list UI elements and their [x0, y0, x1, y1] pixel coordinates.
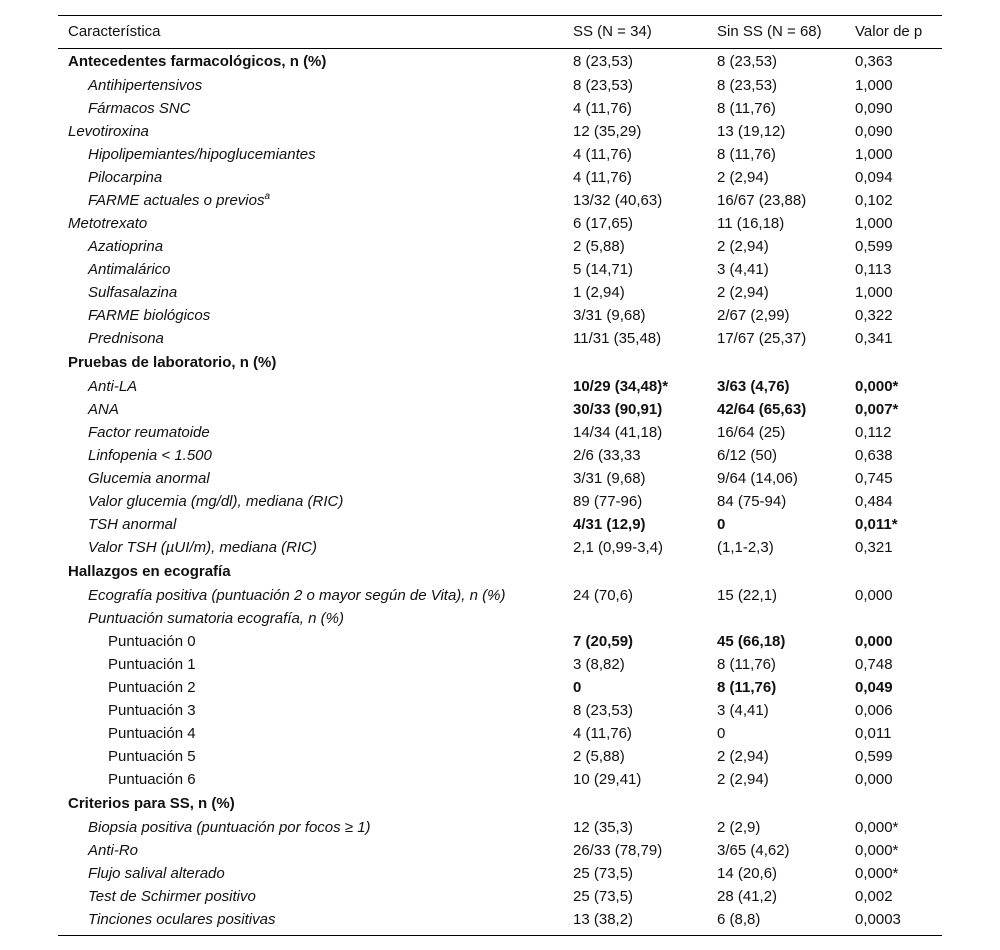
table-row — [58, 120, 942, 143]
ss-value: 4 (11,76) — [573, 725, 632, 742]
table-row — [58, 653, 942, 676]
sin-ss-value: 13 (19,12) — [717, 123, 786, 140]
table-row — [58, 143, 942, 166]
ss-value: 8 (23,53) — [573, 77, 634, 94]
row-label-text: Tinciones oculares positivas — [88, 911, 276, 928]
sin-ss-value: 45 (66,18) — [717, 633, 786, 650]
row-label-text: Valor glucemia (mg/dl), mediana (RIC) — [88, 493, 344, 510]
row-label — [68, 350, 276, 375]
table-row — [58, 722, 942, 745]
row-label — [88, 74, 202, 97]
sin-ss-value: 16/64 (25) — [717, 424, 786, 441]
p-value: 1,000 — [855, 146, 893, 163]
ss-value: 3 (8,82) — [573, 656, 625, 673]
p-value: 0,000* — [855, 842, 899, 859]
ss-value: 3/31 (9,68) — [573, 307, 646, 324]
table-row — [58, 74, 942, 97]
sin-ss-value: 3 (4,41) — [717, 702, 769, 719]
ss-value: 4 (11,76) — [573, 146, 632, 163]
sin-ss-value: 6/12 (50) — [717, 447, 778, 464]
table-row — [58, 745, 942, 768]
p-value: 0,0003 — [855, 911, 901, 928]
p-value: 0,000 — [855, 771, 893, 788]
p-value: 0,484 — [855, 493, 893, 510]
table-row — [58, 885, 942, 908]
row-label-text: Biopsia positiva (puntuación por focos ≥ 1) — [88, 819, 371, 836]
row-label — [108, 630, 196, 653]
row-label — [88, 536, 317, 559]
table-row — [58, 839, 942, 862]
table-row — [58, 444, 942, 467]
ss-value: 25 (73,5) — [573, 888, 634, 905]
row-label-text: ANA — [88, 401, 119, 418]
sin-ss-value: 14 (20,6) — [717, 865, 778, 882]
row-label — [88, 862, 225, 885]
ss-value: 10/29 (34,48)* — [573, 378, 669, 395]
p-value: 0,006 — [855, 702, 893, 719]
p-value: 0,745 — [855, 470, 893, 487]
section-row — [58, 350, 942, 375]
row-label-text: Puntuación 4 — [108, 725, 196, 742]
ss-value: 2,1 (0,99-3,4) — [573, 539, 664, 556]
p-value: 0,341 — [855, 330, 893, 347]
table-row — [58, 676, 942, 699]
row-label — [88, 908, 275, 931]
table-row — [58, 327, 942, 350]
table-row — [58, 166, 942, 189]
table-row — [58, 699, 942, 722]
row-label-text: Levotiroxina — [68, 123, 149, 140]
p-value: 0,000 — [855, 633, 893, 650]
row-label-text: Flujo salival alterado — [88, 865, 225, 882]
table-row — [58, 862, 942, 885]
row-label-text: Test de Schirmer positivo — [88, 888, 256, 905]
p-value: 0,322 — [855, 307, 893, 324]
table-row — [58, 421, 942, 444]
sin-ss-value: 15 (22,1) — [717, 587, 778, 604]
sin-ss-value: 2 (2,94) — [717, 748, 769, 765]
sin-ss-value: 3 (4,41) — [717, 261, 769, 278]
p-value: 0,000 — [855, 587, 893, 604]
row-label — [88, 816, 371, 839]
table-row — [58, 607, 942, 630]
table-row — [58, 304, 942, 327]
table-row — [58, 816, 942, 839]
table-row — [58, 281, 942, 304]
row-label-text: Anti-Ro — [88, 842, 139, 859]
row-label — [88, 513, 176, 536]
sin-ss-value: 8 (11,76) — [717, 679, 777, 696]
p-value: 0,102 — [855, 192, 893, 209]
row-label — [68, 559, 231, 584]
sin-ss-value: 2 (2,94) — [717, 169, 769, 186]
row-label — [68, 120, 149, 143]
p-value: 0,321 — [855, 539, 893, 556]
ss-value: 12 (35,29) — [573, 123, 642, 140]
table-row — [58, 768, 942, 791]
row-label-text: Sulfasalazina — [88, 284, 178, 301]
row-label — [88, 444, 212, 467]
sin-ss-value: 9/64 (14,06) — [717, 470, 798, 487]
row-label — [68, 791, 235, 816]
ss-value: 7 (20,59) — [573, 633, 634, 650]
row-label — [88, 375, 137, 398]
sin-ss-value: 8 (23,53) — [717, 77, 778, 94]
row-label-text: Antecedentes farmacológicos, n (%) — [68, 53, 327, 70]
sin-ss-value: 0 — [717, 725, 726, 742]
ss-value: 14/34 (41,18) — [573, 424, 663, 441]
sin-ss-value: 2/67 (2,99) — [717, 307, 790, 324]
data-table — [58, 15, 942, 936]
row-label — [88, 97, 191, 120]
ss-value: 10 (29,41) — [573, 771, 642, 788]
row-label-text: FARME actuales o previos — [88, 192, 265, 209]
p-value: 0,000* — [855, 865, 899, 882]
ss-value: 1 (2,94) — [573, 284, 625, 301]
row-label-text: Prednisona — [88, 330, 164, 347]
sin-ss-value: 17/67 (25,37) — [717, 330, 807, 347]
sin-ss-value: 8 (11,76) — [717, 146, 776, 163]
p-value: 0,090 — [855, 100, 893, 117]
ss-value: 25 (73,5) — [573, 865, 634, 882]
table-row — [58, 513, 942, 536]
sin-ss-value: 2 (2,94) — [717, 771, 769, 788]
row-label — [88, 398, 119, 421]
ss-value: 4 (11,76) — [573, 169, 632, 186]
ss-value: 30/33 (90,91) — [573, 401, 663, 418]
row-label — [88, 421, 210, 444]
p-value: 1,000 — [855, 284, 893, 301]
row-label-text: Azatioprina — [88, 238, 164, 255]
row-label-text: Puntuación 6 — [108, 771, 196, 788]
p-value: 0,011 — [855, 725, 892, 742]
p-value: 0,049 — [855, 679, 893, 696]
sin-ss-value: 11 (16,18) — [717, 215, 785, 232]
row-label — [68, 49, 326, 74]
sin-ss-value: 2 (2,9) — [717, 819, 761, 836]
row-label — [108, 722, 196, 745]
row-label-text: Pilocarpina — [88, 169, 163, 186]
header-sin-ss: Sin SS (N = 68) — [717, 23, 822, 40]
ss-value: 13/32 (40,63) — [573, 192, 663, 209]
table-row — [58, 97, 942, 120]
sin-ss-value: (1,1-2,3) — [717, 539, 774, 556]
table-bottom-rule — [58, 935, 942, 936]
row-label-text: Antihipertensivos — [88, 77, 203, 94]
p-value: 0,094 — [855, 169, 893, 186]
row-label — [88, 235, 163, 258]
ss-value: 13 (38,2) — [573, 911, 634, 928]
section-row — [58, 559, 942, 584]
table-row — [58, 258, 942, 281]
p-value: 0,599 — [855, 238, 893, 255]
row-label-text: Linfopenia < 1.500 — [88, 447, 212, 464]
ss-value: 8 (23,53) — [573, 702, 634, 719]
row-label-text: Puntuación 0 — [108, 633, 196, 650]
row-label — [108, 745, 196, 768]
p-value: 0,113 — [855, 261, 892, 278]
row-label-text: Valor TSH (µUI/m), mediana (RIC) — [88, 539, 317, 556]
sin-ss-value: 3/65 (4,62) — [717, 842, 790, 859]
table-row — [58, 584, 942, 607]
p-value: 0,011* — [855, 516, 898, 533]
p-value: 0,007* — [855, 401, 899, 418]
sin-ss-value: 84 (75-94) — [717, 493, 787, 510]
p-value: 0,638 — [855, 447, 893, 464]
row-label-text: Puntuación sumatoria ecografía, n (%) — [88, 610, 344, 627]
row-label-text: Metotrexato — [68, 215, 148, 232]
sin-ss-value: 2 (2,94) — [717, 284, 769, 301]
row-label-text: Criterios para SS, n (%) — [68, 795, 235, 812]
row-label-text: Puntuación 3 — [108, 702, 196, 719]
row-label-text: Anti-LA — [88, 378, 138, 395]
p-value: 0,000* — [855, 819, 899, 836]
p-value: 0,090 — [855, 123, 893, 140]
ss-value: 3/31 (9,68) — [573, 470, 646, 487]
ss-value: 0 — [573, 679, 582, 696]
row-label-text: Puntuación 5 — [108, 748, 196, 765]
row-label — [88, 584, 505, 607]
row-label — [108, 768, 196, 791]
table-row — [58, 490, 942, 513]
footnote-marker: a — [264, 191, 271, 202]
row-label — [88, 189, 270, 212]
ss-value: 2/6 (33,33 — [573, 447, 641, 464]
p-value: 0,599 — [855, 748, 893, 765]
row-label-text: Pruebas de laboratorio, n (%) — [68, 354, 277, 371]
sin-ss-value: 3/63 (4,76) — [717, 378, 790, 395]
sin-ss-value: 8 (23,53) — [717, 53, 778, 70]
table-row — [58, 630, 942, 653]
row-label — [88, 304, 210, 327]
row-label-text: Antimalárico — [88, 261, 171, 278]
row-label — [88, 327, 164, 350]
row-label — [88, 839, 138, 862]
row-label — [108, 653, 196, 676]
sin-ss-value: 0 — [717, 516, 726, 533]
ss-value: 24 (70,6) — [573, 587, 634, 604]
p-value: 0,112 — [855, 424, 892, 441]
sin-ss-value: 28 (41,2) — [717, 888, 778, 905]
ss-value: 11/31 (35,48) — [573, 330, 662, 347]
ss-value: 6 (17,65) — [573, 215, 634, 232]
row-label — [108, 676, 196, 699]
sin-ss-value: 42/64 (65,63) — [717, 401, 807, 418]
ss-value: 5 (14,71) — [573, 261, 634, 278]
row-label — [68, 212, 147, 235]
table-row — [58, 908, 942, 931]
row-label — [88, 258, 171, 281]
row-label-text: Ecografía positiva (puntuación 2 o mayor según de Vita), n (%) — [88, 587, 506, 604]
sin-ss-value: 8 (11,76) — [717, 100, 776, 117]
p-value: 0,000* — [855, 378, 899, 395]
table-row — [58, 235, 942, 258]
table-row — [58, 398, 942, 421]
row-label — [88, 467, 210, 490]
header-characteristic: Característica — [68, 23, 161, 40]
sin-ss-value: 8 (11,76) — [717, 656, 776, 673]
ss-value: 2 (5,88) — [573, 748, 625, 765]
table-row — [58, 375, 942, 398]
table-row — [58, 212, 942, 235]
row-label — [88, 143, 316, 166]
row-label-text: TSH anormal — [88, 516, 177, 533]
table-body — [58, 49, 942, 931]
row-label — [88, 490, 343, 513]
row-label-text: Hallazgos en ecografía — [68, 563, 231, 580]
row-label — [88, 281, 177, 304]
row-label — [88, 166, 162, 189]
sin-ss-value: 2 (2,94) — [717, 238, 769, 255]
ss-value: 89 (77-96) — [573, 493, 643, 510]
row-label — [88, 607, 344, 630]
row-label-text: Hipolipemiantes/hipoglucemiantes — [88, 146, 316, 163]
ss-value: 4 (11,76) — [573, 100, 632, 117]
sin-ss-value: 16/67 (23,88) — [717, 192, 807, 209]
sin-ss-value: 6 (8,8) — [717, 911, 761, 928]
row-label-text: Puntuación 1 — [108, 656, 196, 673]
header-p-value: Valor de p — [855, 23, 923, 40]
ss-value: 26/33 (78,79) — [573, 842, 663, 859]
row-label-text: FARME biológicos — [88, 307, 211, 324]
row-label-text: Fármacos SNC — [88, 100, 191, 117]
row-label-text: Puntuación 2 — [108, 679, 196, 696]
row-label — [88, 885, 256, 908]
table-header — [58, 15, 942, 49]
p-value: 1,000 — [855, 77, 893, 94]
p-value: 0,748 — [855, 656, 893, 673]
p-value: 1,000 — [855, 215, 893, 232]
table-row — [58, 536, 942, 559]
row-label — [108, 699, 196, 722]
table-row — [58, 467, 942, 490]
ss-value: 2 (5,88) — [573, 238, 625, 255]
p-value: 0,363 — [855, 53, 893, 70]
table-row — [58, 189, 942, 212]
header-ss: SS (N = 34) — [573, 23, 652, 40]
ss-value: 12 (35,3) — [573, 819, 634, 836]
p-value: 0,002 — [855, 888, 893, 905]
section-row — [58, 49, 942, 74]
ss-value: 8 (23,53) — [573, 53, 634, 70]
row-label-text: Glucemia anormal — [88, 470, 210, 487]
row-label-text: Factor reumatoide — [88, 424, 210, 441]
ss-value: 4/31 (12,9) — [573, 516, 646, 533]
section-row — [58, 791, 942, 816]
